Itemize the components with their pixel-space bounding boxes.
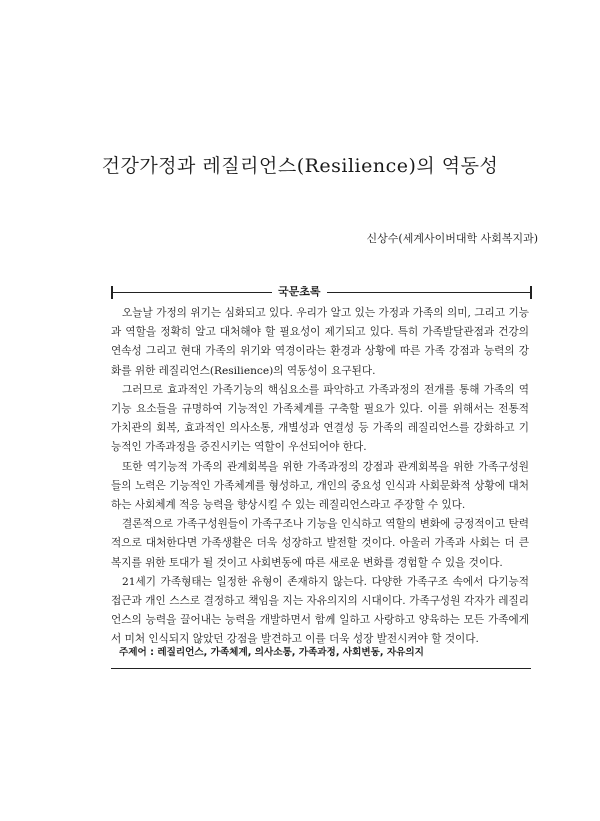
abstract-paragraph-1: 오늘날 가정의 위기는 심화되고 있다. 우리가 알고 있는 가정과 가족의 의미, 그리고 기능과 역할을 정확히 알고 대처해야 할 필요성이 제기되고 있다. 특히 가족발달관점과 건강의 연속성 그리고 현대 가족의 위기와 역경이라는 환경과 상황에 따른 가족 강점과 능력의 강화를 위한 레질리언스(Resilience)의 역동성이 요구된다. [111, 307, 529, 377]
abstract-paragraph-3: 또한 역기능적 가족의 관계회복을 위한 가족과정의 강점과 관계회복을 위한 가족구성원들의 노력은 기능적인 가족체계를 형성하고, 개인의 중요성 인식과 사회문화적 상황에 대처하는 사회체계 적응 능력을 향상시킬 수 있는 레질리언스라고 주장할 수 있다. [111, 460, 529, 512]
abstract-paragraph-4: 결론적으로 가족구성원들이 가족구조나 기능을 인식하고 역할의 변화에 긍정적이고 탄력적으로 대처한다면 가족생활은 더욱 성장하고 발전할 것이다. 아울러 가족과 사회는 더 큰 복지를 위한 토대가 될 것이고 사회변동에 따른 새로운 변화를 경험할 수 있을 것이다. [111, 518, 529, 569]
abstract-bottom-rule [111, 668, 531, 669]
abstract-body [111, 304, 529, 650]
rule-right-cap [530, 286, 532, 299]
author-affiliation: 신상수(세계사이버대학 사회복지과) [366, 232, 538, 245]
abstract-paragraph-5: 21세기 가족형태는 일정한 유형이 존재하지 않는다. 다양한 가족구조 속에서 다기능적 접근과 개인 스스로 결정하고 책임을 지는 자유의지의 시대이다. 가족구성원 각자가 레질리언스의 능력을 끌어내는 능력을 개발하면서 함께 일하고 사랑하고 양육하는 모든 가족에게서 미처 인식되지 않았던 강점을 발견하고 이를 더욱 성장 발전시켜야 할 것이다. [111, 575, 529, 646]
keywords-line: 주제어 : 레질리언스, 가족체계, 의사소통, 가족과정, 사회변동, 자유의지 [119, 647, 424, 658]
rule-left-cap [111, 286, 113, 299]
abstract-paragraph-2: 그러므로 효과적인 가족기능의 핵심요소를 파악하고 가족과정의 전개를 통해 가족의 역기능 요소들을 규명하여 기능적인 가족체계를 구축할 필요가 있다. 이를 위해서는 전통적 가치관의 회복, 효과적인 의사소통, 개별성과 연결성 등 가족의 레질리언스를 강화하고 기능적인 가족과정을 증진시키는 역할이 우선되어야 한다. [111, 383, 529, 454]
paper-title: 건강가정과 레질리언스(Resilience)의 역동성 [101, 155, 499, 177]
abstract-heading: 국문초록 [272, 283, 327, 299]
